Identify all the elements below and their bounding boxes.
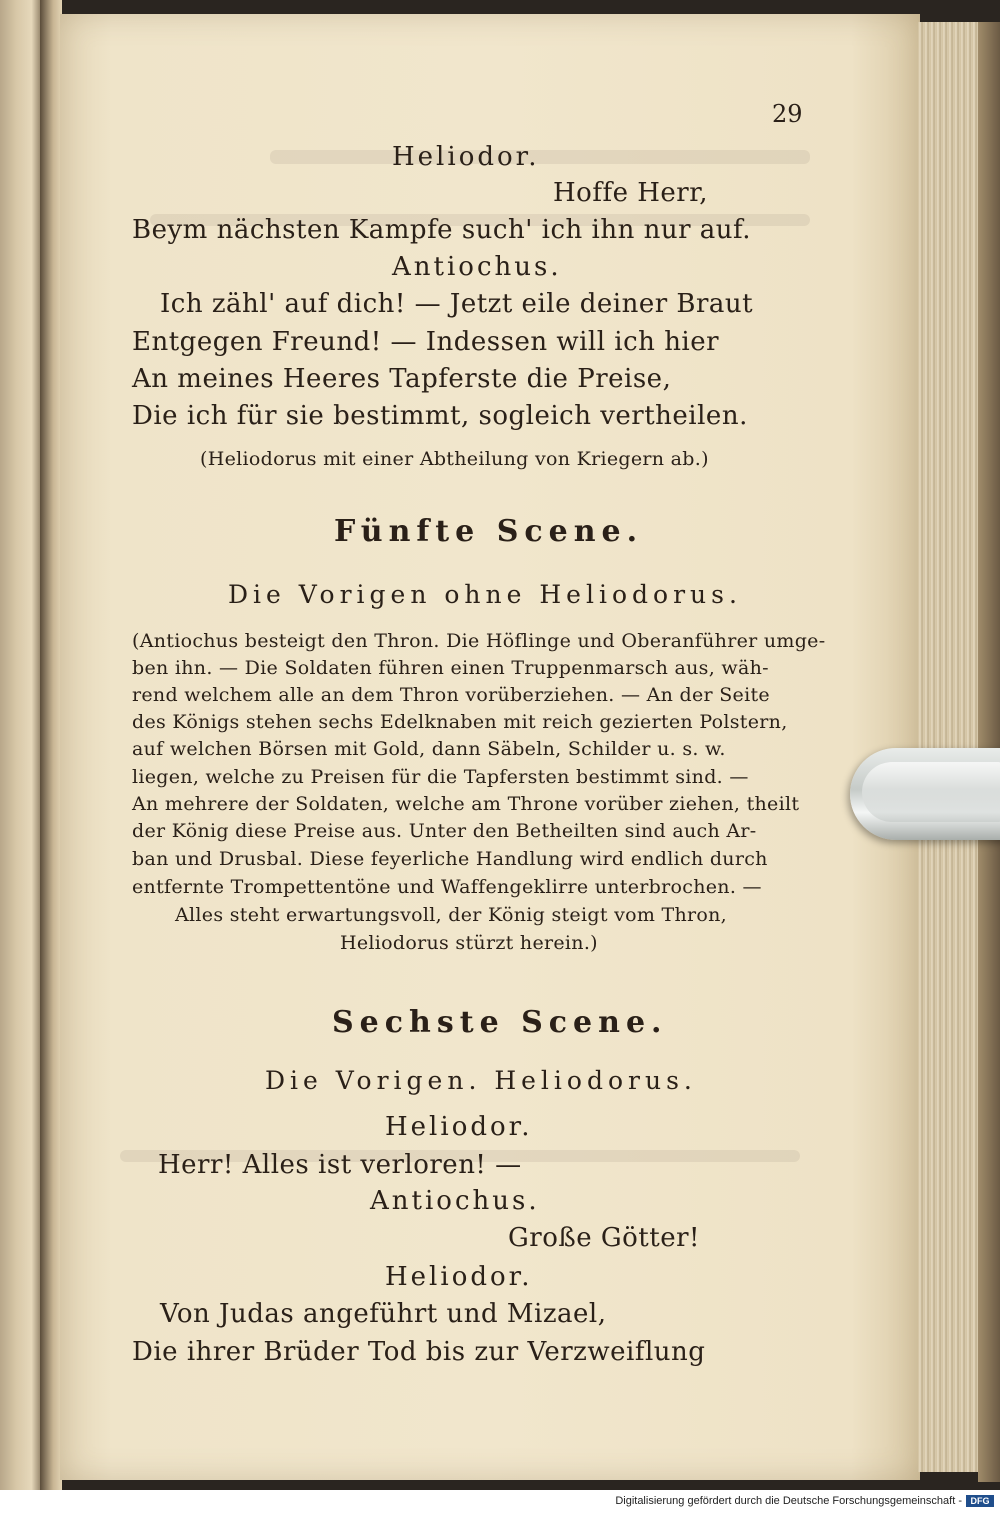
stage-direction: liegen, welche zu Preisen für die Tapfersten bestimmt sind. —	[132, 766, 749, 788]
scene-heading: Sechste Scene.	[332, 1005, 668, 1040]
verse-line: Beym nächsten Kampfe such' ich ihn nur auf.	[132, 215, 751, 245]
dfg-logo: DFG	[966, 1495, 994, 1507]
speaker-name: Antiochus.	[392, 252, 562, 282]
digitization-footer	[0, 1490, 1000, 1513]
facing-page-edge	[0, 0, 42, 1490]
stage-direction: (Antiochus besteigt den Thron. Die Höflinge und Oberanführer umge-	[132, 630, 826, 652]
page-number: 29	[772, 100, 803, 128]
verse-line: An meines Heeres Tapferste die Preise,	[132, 364, 672, 394]
funding-notice: Digitalisierung gefördert durch die Deutsche Forschungsgemeinschaft -	[615, 1495, 962, 1507]
bleed-through-mark	[270, 150, 810, 164]
speaker-name: Heliodor.	[385, 1262, 533, 1292]
stage-direction: ben ihn. — Die Soldaten führen einen Truppenmarsch aus, wäh-	[132, 657, 769, 679]
stage-direction: der König diese Preise aus. Unter den Betheilten sind auch Ar-	[132, 820, 757, 842]
speaker-name: Heliodor.	[392, 142, 540, 172]
stage-direction: ban und Drusbal. Diese feyerliche Handlung wird endlich durch	[132, 848, 768, 870]
scene-cast: Die Vorigen. Heliodorus.	[265, 1066, 697, 1095]
verse-line: Die ich für sie bestimmt, sogleich vertheilen.	[132, 401, 748, 431]
page-clip	[850, 748, 1000, 840]
stage-direction: des Königs stehen sechs Edelknaben mit reich gezierten Polstern,	[132, 711, 788, 733]
book-gutter	[40, 0, 62, 1490]
stage-direction: entfernte Trompettentöne und Waffengeklirre unterbrochen. —	[132, 876, 762, 898]
speaker-name: Heliodor.	[385, 1112, 533, 1142]
verse-line: Große Götter!	[508, 1223, 700, 1253]
verse-line: Die ihrer Brüder Tod bis zur Verzweiflung	[132, 1337, 706, 1367]
verse-line: Hoffe Herr,	[553, 178, 709, 208]
scene-heading: Fünfte Scene.	[334, 514, 644, 549]
verse-line: Von Judas angeführt und Mizael,	[160, 1299, 607, 1329]
stage-direction: auf welchen Börsen mit Gold, dann Säbeln, Schilder u. s. w.	[132, 738, 726, 760]
verse-line: Entgegen Freund! — Indessen will ich hier	[132, 327, 720, 357]
stage-direction: An mehrere der Soldaten, welche am Throne vorüber ziehen, theilt	[132, 793, 800, 815]
verse-line: Ich zähl' auf dich! — Jetzt eile deiner Braut	[160, 289, 754, 319]
page-stack-edges	[918, 22, 980, 1472]
stage-direction: (Heliodorus mit einer Abtheilung von Kriegern ab.)	[200, 448, 709, 470]
scene-cast: Die Vorigen ohne Heliodorus.	[228, 580, 742, 609]
verse-line: Herr! Alles ist verloren! —	[158, 1150, 522, 1180]
speaker-name: Antiochus.	[370, 1186, 540, 1216]
stage-direction: rend welchem alle an dem Thron vorüberziehen. — An der Seite	[132, 684, 770, 706]
stage-direction: Alles steht erwartungsvoll, der König steigt vom Thron,	[175, 904, 728, 926]
stage-direction: Heliodorus stürzt herein.)	[340, 932, 598, 954]
page-clip-highlight	[862, 762, 1000, 822]
